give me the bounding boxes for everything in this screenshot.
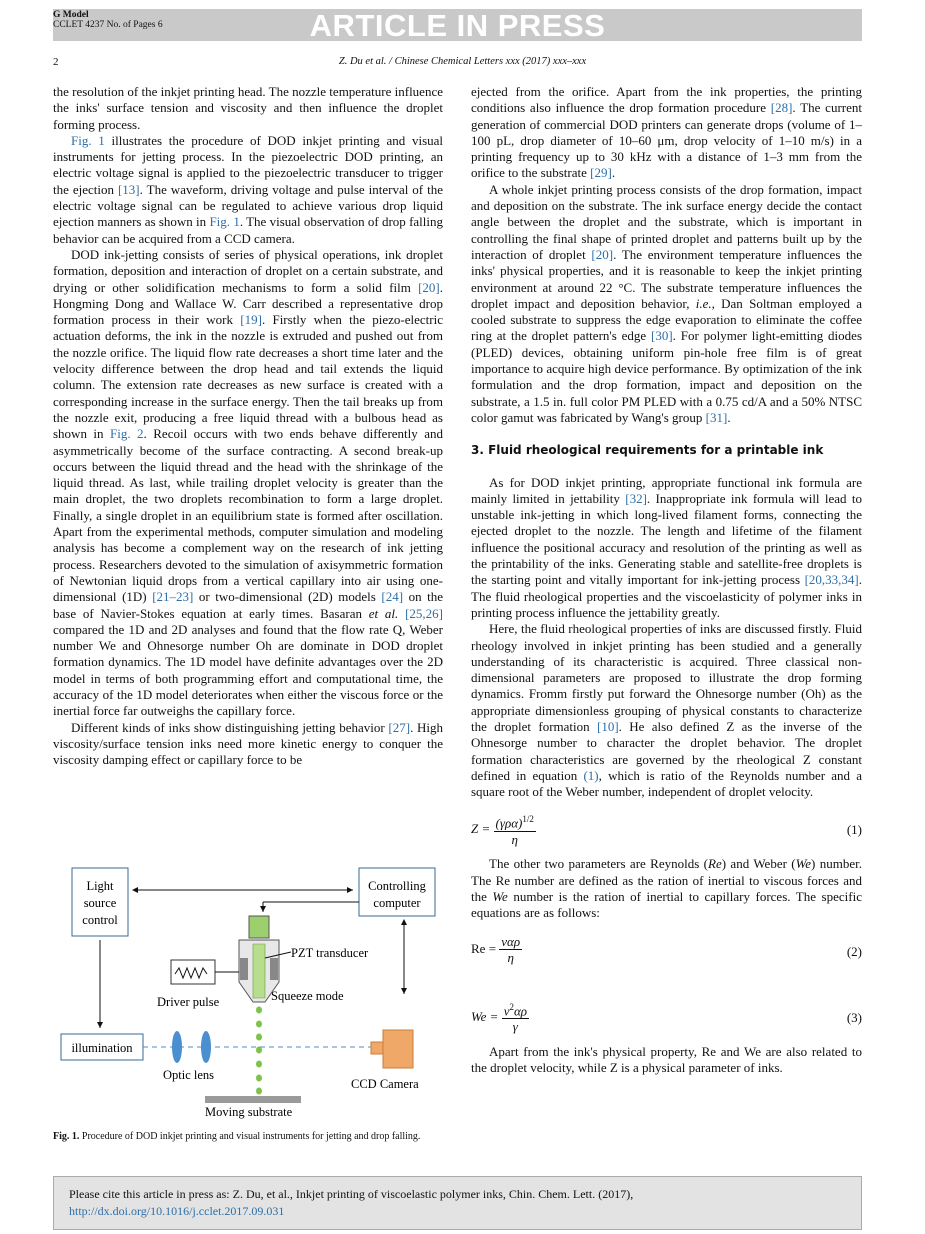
svg-text:source: source [83,896,117,910]
citation-link[interactable]: [13] [117,181,140,197]
running-head: Z. Du et al. / Chinese Chemical Letters xxx (2017) xxx–xxx [338,56,587,67]
section-heading: 3. Fluid rheological requirements for a printable ink [471,443,824,458]
equation-1: Z = $\frac{(\gamma\rho\alpha)^{1/2}}{\eta}$ (1) [471,814,862,847]
paragraph: the resolution of the inkjet printing head. The nozzle temperature influence the inks' surface tension and viscosity and then influence the droplet forming process. [53,84,443,132]
paragraph: The other two parameters are Reynolds (Re) and Weber (We) number. The Re number are defined as the ration of inertial to viscous forces and the We number is the ration of inertial to capillary forces. The specific equations are as follows: [471,856,862,921]
model-label: G Model [53,10,89,20]
citation-link[interactable]: [24] [381,589,404,605]
figure-link[interactable]: Fig. 2 [109,426,144,442]
moving-substrate-icon [205,1096,301,1103]
citation-link[interactable]: [21–23] [152,589,194,605]
figure-caption: Fig. 1. Procedure of DOD inkjet printing and visual instruments for jetting and drop falling. [53,1131,421,1142]
figure-1-diagram [53,862,443,1127]
citation-link[interactable]: [25,26] [405,605,443,621]
citation-link[interactable]: [28] [770,100,793,116]
moving-substrate-label: Moving substrate [205,1105,293,1119]
paragraph: Here, the fluid rheological properties of inks are discussed firstly. Fluid rheology involved in inkjet printing has been studied and a generally understanding of its characteristic is acquired. Three classical non-dimensional parameters are proposed to illustrate the drop forming dynamics. Fromm firstly put forward the Ohnesorge number (Oh) as the appropriate dimensionless grouping of physical constants to characterize the droplet formation [10]. He also defined Z as the inverse of the Ohnesorge number to character the droplet behavior. The droplet formation characteristics are governed by the rheological Z constant defined in equation (1), which is ratio of the Reynolds number and a square root of the Weber number, independent of droplet velocity. [471,621,862,800]
ccd-camera-icon [371,1030,413,1068]
citation-link[interactable]: [29] [590,165,612,181]
equation-number: (1) [846,822,862,838]
citation-link[interactable]: [27] [388,719,411,735]
illumination-box [61,1034,143,1060]
squeeze-mode-label: Squeeze mode [271,989,344,1003]
citation-link[interactable]: [32] [625,490,647,506]
article-code: CCLET 4237 No. of Pages 6 [53,20,163,30]
svg-text:Controlling: Controlling [368,879,426,893]
svg-text:control: control [82,913,118,927]
right-column [471,84,862,1076]
paragraph: A whole inkjet printing process consists of the drop formation, impact and deposition on the substrate. The ink surface energy decide the contact angle between the droplet and the substrate, which is important in controlling the final shape of printed droplet and patterns built up by the interaction of droplet [20]. The environment temperature influences the inks' physical properties, and it is reasonable to keep the inkjet printing environment at around 22 °C. The substrate temperature influences the droplet impact and deposition behavior, i.e., Dan Soltman employed a cooled substrate to suppress the edge evaporation to eliminate the coffee ring at the droplet pattern's edge [30]. For polymer light-emitting diodes (PLED) devices, obtaining uniform pin-hole free film is of great importance to acquire high device performance. By optimization of the ink formulation and the drop formation, impact and deposition on the substrate, a 1.5 in. full color PM PLED with a 0.75 cd/A and a 50% NTSC color gamut was fabricated by Wang's group [31]. [471,181,863,425]
figure-link[interactable]: Fig. 1 [71,132,105,148]
paragraph: Fig. 1 illustrates the procedure of DOD inkjet printing and visual instruments for jetting process. In the piezoelectric DOD printing, an electric voltage signal is applied to the piezoelectric transducer to trigger the ejection [13]. The waveform, driving voltage and pulse interval of the electric voltage signal can be regulated to achieve various drop liquid ejection manners as shown in Fig. 1. The visual observation of drop falling behavior can be acquired from a CCD camera. [53,132,444,246]
citation-box: Please cite this article in press as: Z. Du, et al., Inkjet printing of viscoelastic polymer inks, Chin. Chem. Lett. (2017), http://dx.doi.org/10.1016/j.cclet.2017.09.031 [53,1176,862,1230]
svg-text:computer: computer [373,896,421,910]
driver-pulse-box [157,960,220,1009]
citation-link[interactable]: [30] [650,328,673,344]
equation-3: We = $\frac{\nu^2\alpha\rho}{\gamma}$ (3) [471,1001,862,1034]
optic-lens-icon [201,1031,211,1063]
doi-link[interactable]: http://dx.doi.org/10.1016/j.cclet.2017.09.031 [69,1204,285,1218]
citation-link[interactable]: [19] [240,312,262,328]
left-column [53,84,443,768]
light-source-box [72,868,128,936]
paragraph: Different kinds of inks show distinguishing jetting behavior [27]. High viscosity/surface tension inks need more kinetic energy to conquer the viscosity damping effect or capillary force to be [53,719,443,768]
citation-link[interactable]: [31] [705,409,728,425]
paragraph: Apart from the ink's physical property, Re and We are also related to the droplet velocity, while Z is a physical parameter of inks. [471,1043,862,1075]
controlling-computer-box [359,868,435,916]
equation-link[interactable]: (1) [583,767,599,783]
svg-text:Light: Light [86,879,114,893]
droplets [256,1007,262,1095]
page-number: 2 [53,56,59,68]
paragraph: ejected from the orifice. Apart from the ink properties, the printing conditions also influence the drop formation procedure [28]. The current generation of commercial DOD printers can generate drops (volume of 1–100 pL, drop diameter of 10–60 μm, drop velocity of 1–10 m/s) in a printing frequency up to 30 kHz with a distance of 1–3 mm from the orifice to the substrate [29]. [471,84,862,181]
figure-link[interactable]: Fig. 1 [209,214,240,230]
paragraph: DOD ink-jetting consists of series of physical operations, ink droplet formation, deposition and interaction of droplet on a certain substrate, and drying or other solidification mechanisms to form a solid film [20]. Hongming Dong and Wallace W. Carr described a representative drop formation process in their work [19]. Firstly when the piezo-electric actuation deforms, the ink in the nozzle is extruded and pushed out from the nozzle orifice. The liquid flow rate decreases a short time later and the velocity difference between the drop head and tail extends the liquid column. The extension rate decreases as new surface is created with a corresponding increase in the surface energy. Then the tail breaks up from the nozzle exit, producing a free liquid thread with a bulbous head as shown in Fig. 2. Recoil occurs with two ends behave differently and asymmetrically become of the surface contracting. A second break-up occurs between the liquid thread and the head with the shrinkage of the liquid thread. As last, while trailing droplet velocity is greater than the main droplet, the two droplets recombination to form a large droplet. Finally, a single droplet in an equilibrium state is formed after oscillation. Apart from the experimental methods, computer simulation and modeling analysis has become a complement way on the research of ink jetting process. Researchers devoted to the simulation of axisymmetric formation of Newtonian liquid drops from a vertical capillary into air using one-dimensional (1D) [21–23] or two-dimensional (2D) models [24] on the base of Navier-Stokes equation at early times. Basaran et al. [25,26] compared the 1D and 2D analyses and found that the flow rate Q, Weber number We and Ohnesorge number Oh are dominate in DOD droplet formation dynamics. The 1D model have definite advantages over the 2D model in terms of both programming effort and computational time, the accuracy of the 1D model deteriorates when either the viscous force or the inertial force far outweighs the capillary force. [53,246,444,719]
citation-link[interactable]: [20] [591,246,614,262]
equation-2: Re = $\frac{\text{ναρ}}{\eta}$ (2) [471,933,862,965]
ccd-camera-label: CCD Camera [351,1077,419,1091]
paragraph: As for DOD inkjet printing, appropriate functional ink formula are mainly limited in jettability [32]. Inappropriate ink formula will lead to unstable ink-jetting in which long-lived filament forms, connecting the ejected droplet to the nozzle. The length and lifetime of the filament influence the positional accuracy and resolution of the printing as well as the printability of the inks. Generating stable and satellite-free droplets is the starting point and vitally important for ink-jetting process [20,33,34]. The fluid rheological properties and the viscoelasticity of polymer inks in printing process influence the jettability greatly. [471,474,862,620]
svg-text:illumination: illumination [71,1041,133,1055]
citation-link[interactable]: [10] [597,718,619,734]
svg-text:Driver pulse: Driver pulse [157,995,220,1009]
citation-link[interactable]: [20,33,34] [804,572,859,588]
citation-link[interactable]: [20] [418,279,440,295]
pzt-label: PZT transducer [291,946,369,960]
equation-number: (2) [846,943,862,959]
article-banner [53,9,862,41]
article-in-press-title: ARTICLE IN PRESS [309,8,606,43]
equation-number: (3) [846,1009,862,1025]
optic-lens-icon [172,1031,182,1063]
optic-lens-label: Optic lens [163,1068,215,1082]
